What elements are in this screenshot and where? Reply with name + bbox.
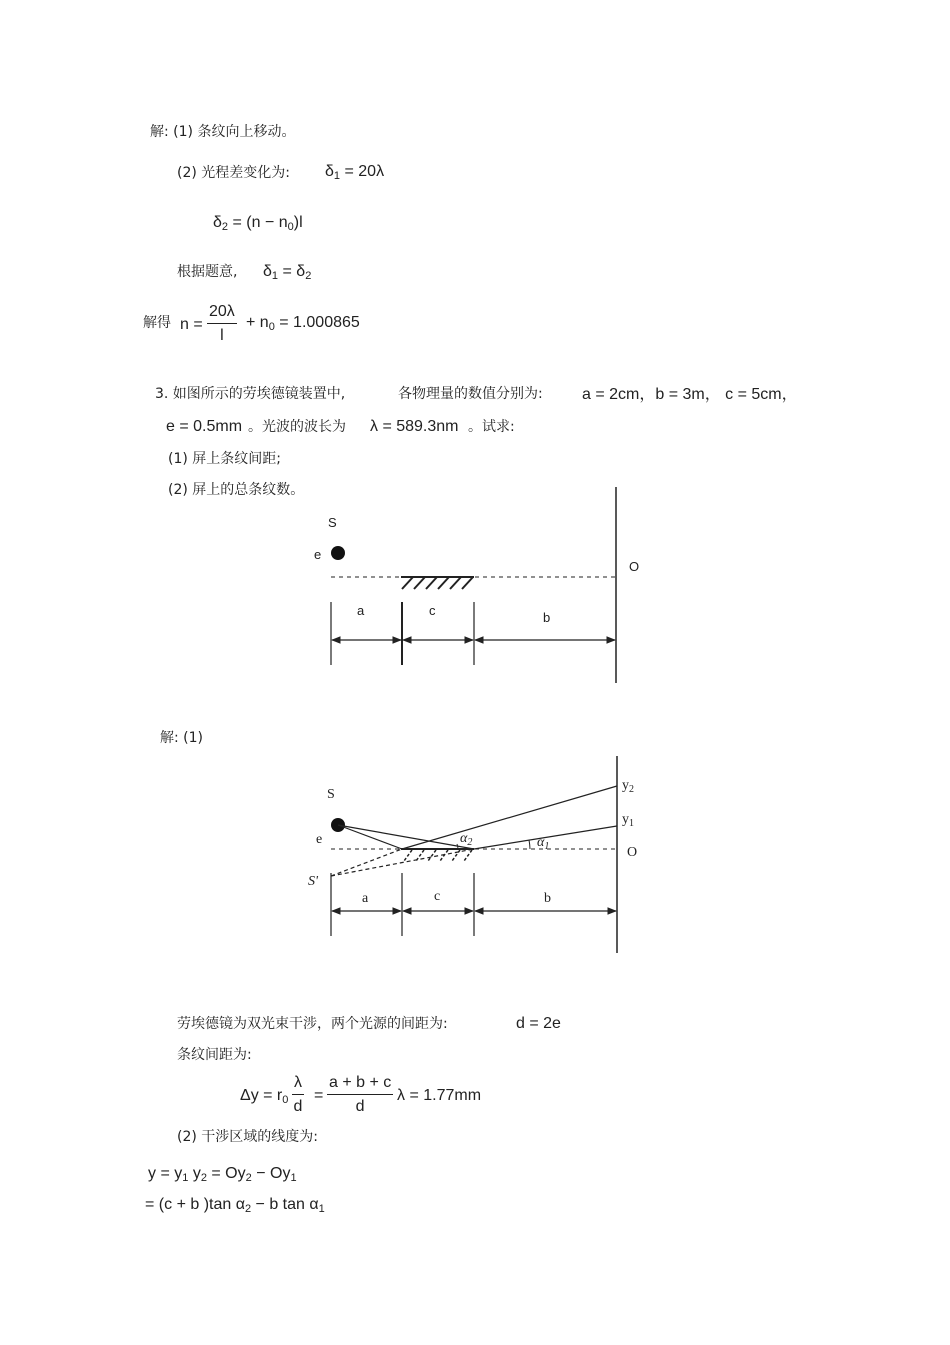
figure2-label-alpha2: $\alpha_2$ (460, 831, 473, 848)
problem3-q1: (1) 屏上条纹间距; (168, 451, 281, 467)
figure1-label-O: O (629, 559, 640, 574)
figure2-label-alpha1: $\alpha_1$ (537, 835, 550, 852)
figure1-label-e: e (314, 547, 322, 562)
d-equation: d = 2e (516, 1015, 561, 1032)
figure1-drawing (314, 487, 639, 683)
part1-line2-label: (2) 光程差变化为: (177, 165, 290, 181)
dy-eq: = (314, 1087, 324, 1104)
figure2-virtual-ray-left (331, 849, 402, 876)
solve-label: 解得 (143, 315, 171, 331)
basis-label: 根据题意, (177, 264, 238, 280)
figure1-label-a: a (357, 603, 365, 618)
figure2-ray-to-y2 (402, 786, 617, 849)
figure2-label-Sprime: S' (308, 874, 318, 889)
figure2-label-c: c (434, 889, 441, 904)
figure2-virtual-ray-right (331, 849, 474, 876)
figure2-label-y1: $y_1$ (622, 812, 634, 829)
figure2-label-O: O (627, 845, 638, 860)
dy-result: λ = 1.77mm (397, 1087, 482, 1104)
figure2-label-b: b (544, 891, 551, 906)
spacing-label: 条纹间距为: (177, 1047, 252, 1063)
part2-label: (2) 干涉区域的线度为: (177, 1129, 318, 1145)
dy-fraction-2: $\frac{a + b + c}{d}$ (329, 1074, 392, 1115)
figure1-label-S: S (328, 515, 337, 530)
figure2-label-e: e (316, 832, 323, 847)
dy-lhs: Δy = r0 (240, 1087, 289, 1106)
lloyd-text: 劳埃德镜为双光束干涉，两个光源的间距为: (177, 1016, 448, 1032)
figure2-label-S: S (327, 787, 335, 802)
problem3-intro-b: 各物理量的数值分别为: (398, 386, 543, 402)
figure2-ray-s-to-mirror-left (338, 825, 402, 849)
solve-n: n = (180, 316, 203, 333)
y-line1: y = y1 y2 = Oy2 − Oy1 (148, 1165, 297, 1184)
basis-equation: δ1 = δ2 (263, 263, 312, 282)
problem3-q2: (2) 屏上的总条纹数。 (168, 482, 305, 498)
dy-fraction-1: $\frac{\lambda}{d}$ (293, 1074, 303, 1115)
problem3-ask: 。试求: (468, 419, 515, 435)
solve-fraction: $\frac{20\lambda}{l}$ (209, 303, 235, 344)
figure1-label-b: b (543, 610, 551, 625)
part1-line1: 解: (1) 条纹向上移动。 (150, 124, 296, 140)
figure1-source-dot (331, 546, 345, 560)
figure2-ray-s-to-mirror-right (338, 825, 474, 849)
solve-rest: + n0 = 1.000865 (246, 314, 360, 333)
problem3-wave-text: 。光波的波长为 (248, 419, 346, 435)
solution-title: 解: (1) (160, 730, 203, 746)
figure1-mirror-hatch (402, 577, 473, 589)
problem3-values-b: e = 0.5mm (166, 418, 243, 435)
delta2-equation: δ2 = (n − n0)l (213, 214, 303, 233)
figure2-angle-arc-1 (529, 840, 530, 849)
figure2-label-y2: $y_2$ (622, 778, 634, 795)
problem3-values-a: a = 2cm，b = 3m， c = 5cm， (582, 386, 798, 403)
y-line2: = (c + b )tan α2 − b tan α1 (145, 1196, 325, 1215)
figure1-label-c: c (429, 603, 436, 618)
problem3-intro-a: 3. 如图所示的劳埃德镜装置中, (155, 386, 346, 402)
figure2-drawing (308, 756, 637, 953)
problem3-lambda: λ = 589.3nm (370, 418, 459, 435)
delta1-equation: δ1 = 20λ (325, 163, 385, 182)
figure2-label-a: a (362, 891, 369, 906)
